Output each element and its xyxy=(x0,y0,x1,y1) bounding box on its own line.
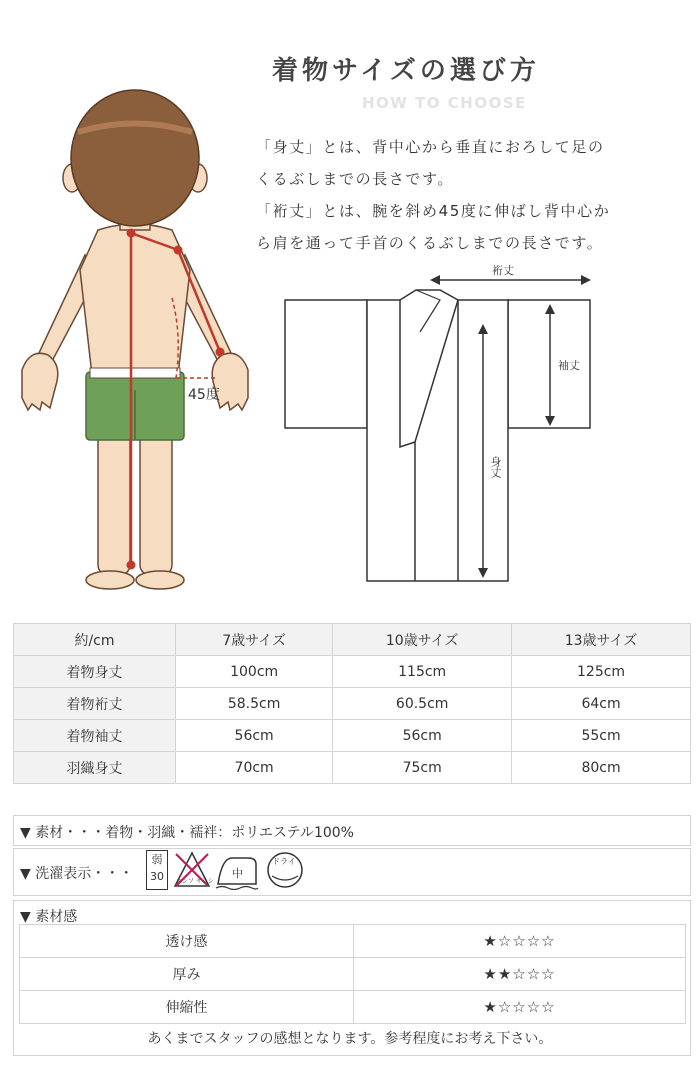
table-row xyxy=(14,752,691,784)
table-row xyxy=(20,958,686,991)
angle-label: 45度 xyxy=(188,387,220,403)
row-header: 着物身丈 xyxy=(14,656,176,688)
header-cell: 約/cm xyxy=(14,624,176,656)
washing-label: ▼ 洗濯表示・・・ xyxy=(20,866,134,882)
row-header: 着物裄丈 xyxy=(14,688,176,720)
page-subtitle: HOW TO CHOOSE xyxy=(362,94,527,112)
yuki-label: 裄丈 xyxy=(492,264,514,277)
size-table xyxy=(13,623,691,784)
table-cell: 64cm xyxy=(512,688,691,720)
table-cell: 100cm xyxy=(176,656,333,688)
header-cell: 13歳サイズ xyxy=(512,624,691,656)
feel-name: 伸縮性 xyxy=(20,991,354,1024)
bleach-text: エンソ サラシ xyxy=(176,878,214,885)
description-line-4: ら肩を通って手首のくるぶしまでの長さです。 xyxy=(256,234,604,252)
hand-wash-icon xyxy=(146,850,168,890)
washing-box xyxy=(13,848,691,896)
feel-stars: ★☆☆☆☆ xyxy=(354,991,686,1024)
table-cell: 56cm xyxy=(176,720,333,752)
feel-label: ▼ 素材感 xyxy=(20,909,78,925)
description-line-1: 「身丈」とは、背中心から垂直におろして足の xyxy=(256,138,605,156)
wash-strength: 弱 xyxy=(151,853,163,866)
row-header: 着物袖丈 xyxy=(14,720,176,752)
header-cell: 7歳サイズ xyxy=(176,624,333,656)
table-cell: 55cm xyxy=(512,720,691,752)
dry-text: ドライ xyxy=(272,857,296,866)
child-measurement-illustration xyxy=(10,80,260,600)
feel-name: 厚み xyxy=(20,958,354,991)
table-cell: 58.5cm xyxy=(176,688,333,720)
feel-table xyxy=(19,924,686,1024)
kimono-diagram xyxy=(280,262,600,592)
feel-name: 透け感 xyxy=(20,925,354,958)
material-box xyxy=(13,815,691,846)
size-table-header-row xyxy=(14,624,691,656)
table-row xyxy=(14,688,691,720)
table-row xyxy=(20,991,686,1024)
table-cell: 125cm xyxy=(512,656,691,688)
mitake-label: 身丈 xyxy=(489,456,502,478)
staff-note: あくまでスタッフの感想となります。参考程度にお考え下さい。 xyxy=(147,1031,553,1047)
description-line-3: 「裄丈」とは、腕を斜め45度に伸ばし背中心か xyxy=(256,202,611,220)
table-row xyxy=(14,720,691,752)
table-row xyxy=(14,656,691,688)
table-cell: 60.5cm xyxy=(333,688,512,720)
table-cell: 75cm xyxy=(333,752,512,784)
table-cell: 70cm xyxy=(176,752,333,784)
table-cell: 115cm xyxy=(333,656,512,688)
description-line-2: くるぶしまでの長さです。 xyxy=(256,170,455,188)
header-cell: 10歳サイズ xyxy=(333,624,512,656)
feel-stars: ★☆☆☆☆ xyxy=(354,925,686,958)
material-label: ▼ 素材・・・着物・羽織・襦袢：ポリエステル100% xyxy=(20,825,354,841)
sode-label: 袖丈 xyxy=(558,359,580,372)
table-cell: 56cm xyxy=(333,720,512,752)
page-title: 着物サイズの選び方 xyxy=(272,56,540,86)
feel-stars: ★★☆☆☆ xyxy=(354,958,686,991)
row-header: 羽織身丈 xyxy=(14,752,176,784)
table-cell: 80cm xyxy=(512,752,691,784)
table-row xyxy=(20,925,686,958)
iron-text: 中 xyxy=(232,867,243,880)
wash-temperature: 30 xyxy=(150,870,164,883)
